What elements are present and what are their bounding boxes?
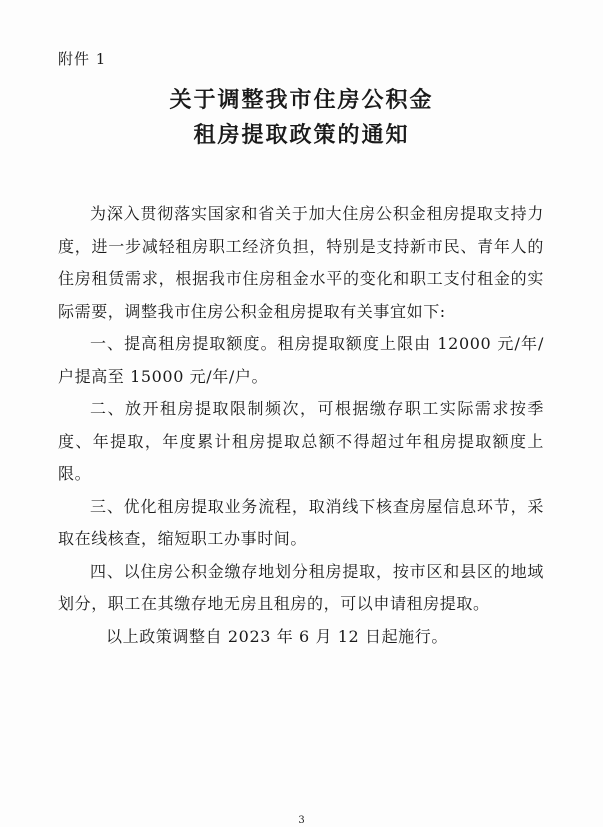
effective-date-statement: 以上政策调整自 2023 年 6 月 12 日起施行。 [106,626,448,646]
policy-item-2: 二、放开租房提取限制频次，可根据缴存职工实际需求按季度、年提取，年度累计租房提取总额不得超过年租房提取额度上限。 [58,399,544,483]
document-title-line-2: 租房提取政策的通知 [193,122,410,148]
document-title-line-1: 关于调整我市住房公积金 [169,87,434,113]
policy-item-1: 一、提高租房提取额度。租房提取额度上限由 12000 元/年/户提高至 15000 元/年/户。 [58,334,544,386]
attachment-label: 附件 1 [58,50,107,68]
policy-item-4: 四、以住房公积金缴存地划分租房提取，按市区和县区的地域划分，职工在其缴存地无房且租房的，可以申请租房提取。 [58,561,544,613]
policy-item-3: 三、优化租房提取业务流程，取消线下核查房屋信息环节，采取在线核查，缩短职工办事时间。 [58,496,544,548]
page-number: 3 [298,815,305,826]
document-body [58,198,544,653]
intro-paragraph: 为深入贯彻落实国家和省关于加大住房公积金租房提取支持力度，进一步减轻租房职工经济负担，特别是支持新市民、青年人的住房租赁需求，根据我市住房租金水平的变化和职工支付租金的实际需要，调整我市住房公积金租房提取有关事宜如下: [58,204,544,321]
